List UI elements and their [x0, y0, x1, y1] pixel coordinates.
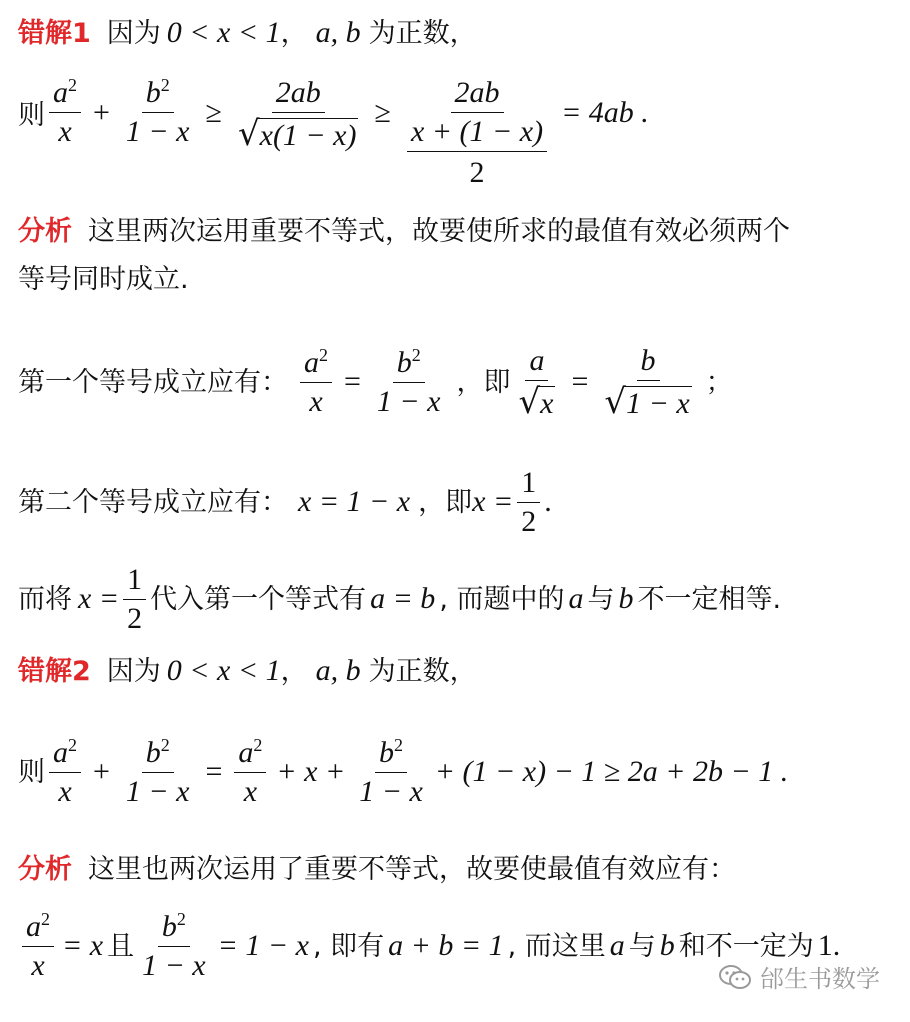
- variables: a, b: [315, 16, 361, 49]
- analysis-1-line-1: [18, 218, 898, 245]
- wrong-solution-2-header: [18, 656, 898, 686]
- final-one: 1.: [817, 929, 841, 962]
- analysis-1-tag: 分析: [18, 216, 72, 247]
- var-b-2: b: [659, 929, 675, 962]
- analysis-2-tag: 分析: [18, 854, 72, 885]
- fraction-2ab-over-mean: 2ab x + (1 − x) 2: [403, 78, 551, 188]
- then-text: 则: [18, 100, 45, 131]
- equals-2: =: [571, 365, 589, 398]
- a-eq-b: a = b: [370, 582, 436, 615]
- condition: 0 < x < 1: [166, 16, 281, 49]
- watermark-text: 邰生书数学: [760, 965, 880, 993]
- var-a: a: [568, 582, 584, 615]
- intro-text: 因为: [106, 17, 161, 49]
- equals: =: [344, 365, 361, 398]
- a-plus-b: a + b = 1: [388, 929, 504, 962]
- x-equals: x =: [472, 485, 514, 518]
- wrong-solution-1-inequality: [18, 75, 898, 198]
- geq-2: ≥: [374, 96, 391, 129]
- analysis-1-text-2: 等号同时成立.: [18, 264, 189, 295]
- variables-2: a, b: [315, 654, 361, 687]
- comma-2: ，: [280, 655, 308, 687]
- geq: ≥: [205, 96, 222, 129]
- fraction-b2-over-1mx: $\frac{b^2}{1 - x}$: [125, 75, 190, 148]
- final-text-2: , 而这里: [507, 930, 606, 962]
- fraction-a2-over-x-4: $\frac{a^2}{x}$: [234, 738, 266, 807]
- wechat-icon: [718, 963, 752, 991]
- plus-2: +: [93, 755, 110, 788]
- then-text-2: 则: [18, 756, 45, 788]
- equation-tail: + (1 − x) − 1 ≥ 2a + 2b − 1 .: [434, 755, 789, 788]
- fraction-a2-over-x-3: $\frac{a^2}{x}$: [49, 738, 81, 807]
- fraction-a2-over-x-5: $\frac{a^2}{x}$: [22, 912, 54, 981]
- var-b: b: [618, 582, 634, 615]
- sqrt-expression: √ x(1 − x): [237, 114, 357, 154]
- and-text-2: 且: [107, 930, 135, 962]
- fraction-one-half: $\frac{1}{2}$: [517, 468, 540, 537]
- second-equality-condition: [18, 464, 898, 540]
- wrong-solution-1-tag: 错解1: [18, 17, 91, 49]
- analysis-2-text: 这里也两次运用了重要不等式，故要使最值有效应有：: [88, 854, 736, 885]
- intro-text-2: 因为: [106, 655, 161, 687]
- result: = 4ab .: [561, 96, 649, 129]
- analysis-1-text-1: 这里两次运用重要不等式，故要使所求的最值有效必须两个: [88, 216, 790, 247]
- namely-text-2: ，即: [418, 486, 473, 518]
- fraction-a2-over-x: $\frac{a^2}{x}$: [49, 78, 81, 147]
- second-equality-lead: 第二个等号成立应有：: [18, 486, 288, 518]
- fraction-one-half-2: $\frac{1}{2}$: [123, 565, 146, 634]
- substitution-text: 代入第一个等式有: [150, 583, 367, 615]
- equals-3: =: [205, 755, 223, 788]
- first-equality-lead: 第一个等号成立应有：: [18, 366, 288, 398]
- positive-text-2: 为正数，: [368, 655, 477, 687]
- plus-x-plus: + x +: [276, 755, 346, 788]
- eq-1mx: = 1 − x: [217, 929, 309, 962]
- substitution-line: [18, 560, 898, 638]
- positive-text: 为正数，: [368, 17, 477, 49]
- comma: ，: [280, 17, 308, 49]
- fraction-b2-over-1mx-2: $\frac{b^2}{1 - x}$: [376, 344, 441, 418]
- fraction-b2-over-1mx-3: $\frac{b^2}{1 - x}$: [125, 734, 190, 808]
- wrong-solution-1-header: [18, 18, 898, 48]
- eq-x: = x: [62, 929, 104, 962]
- x-eq-1mx: x = 1 − x: [298, 485, 411, 518]
- final-text-3: 和不一定为: [678, 930, 814, 962]
- namely-text: ，即: [456, 366, 511, 398]
- and-text: 与: [587, 583, 615, 615]
- watermark: [718, 959, 880, 994]
- final-text-1: , 即有: [312, 930, 385, 962]
- condition-2: 0 < x < 1: [166, 654, 281, 687]
- semicolon: ；: [705, 366, 733, 398]
- substitution-text-2: , 而题中的: [439, 583, 565, 615]
- and-text-3: 与: [628, 930, 656, 962]
- period: .: [544, 485, 552, 518]
- fraction-b-over-sqrt1mx: b √ 1 − x: [604, 343, 690, 422]
- fraction-b2-over-1mx-4: $\frac{b^2}{1 - x}$: [359, 734, 423, 808]
- wrong-solution-2-tag: 错解2: [18, 655, 91, 687]
- x-equals-2: x =: [78, 582, 120, 615]
- fraction-a-over-sqrtx: a √ x: [518, 343, 554, 422]
- substitution-lead: 而将: [18, 583, 72, 615]
- var-a-2: a: [609, 929, 625, 962]
- fraction-2ab-over-sqrt: 2ab √ x(1 − x): [234, 78, 363, 151]
- analysis-1-line-2: [18, 266, 898, 293]
- analysis-2-line: [18, 856, 898, 883]
- substitution-text-3: 不一定相等.: [637, 583, 782, 615]
- first-equality-condition: [18, 342, 898, 422]
- fraction-b2-over-1mx-5: $\frac{b^2}{1 - x}$: [142, 908, 206, 982]
- wrong-solution-2-equation: [18, 730, 898, 814]
- plus: +: [93, 96, 110, 129]
- fraction-a2-over-x-2: $\frac{a^2}{x}$: [300, 348, 332, 417]
